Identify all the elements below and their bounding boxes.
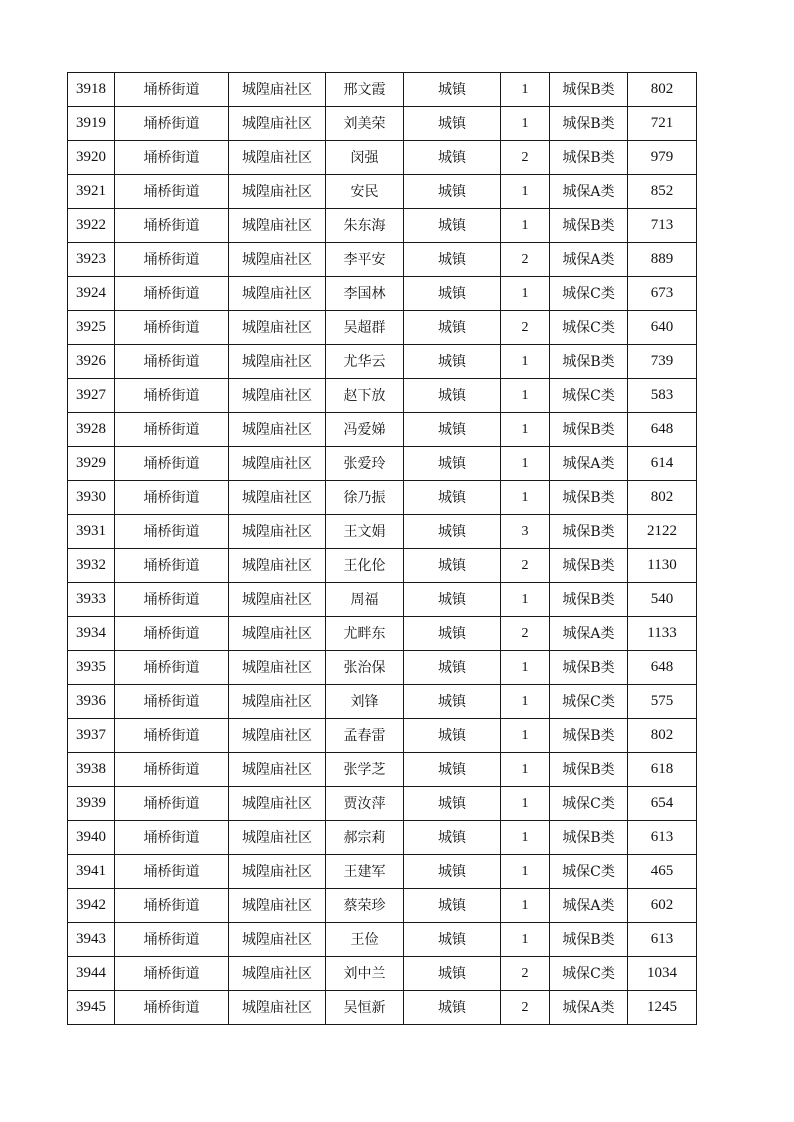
cell-community: 城隍庙社区 [229, 447, 326, 481]
cell-seq: 3936 [68, 685, 115, 719]
cell-area: 城镇 [404, 107, 501, 141]
cell-category: 城保B类 [550, 651, 628, 685]
cell-category: 城保B类 [550, 719, 628, 753]
cell-street: 埇桥街道 [115, 583, 229, 617]
cell-amount: 713 [628, 209, 697, 243]
cell-area: 城镇 [404, 447, 501, 481]
cell-seq: 3941 [68, 855, 115, 889]
cell-amount: 852 [628, 175, 697, 209]
cell-seq: 3938 [68, 753, 115, 787]
cell-area: 城镇 [404, 515, 501, 549]
cell-name: 李平安 [326, 243, 404, 277]
cell-community: 城隍庙社区 [229, 889, 326, 923]
table-row [68, 957, 697, 991]
cell-name: 王化伦 [326, 549, 404, 583]
cell-community: 城隍庙社区 [229, 413, 326, 447]
cell-household-count: 1 [501, 175, 550, 209]
table-row [68, 243, 697, 277]
cell-community: 城隍庙社区 [229, 753, 326, 787]
cell-community: 城隍庙社区 [229, 617, 326, 651]
cell-household-count: 1 [501, 107, 550, 141]
table-row [68, 413, 697, 447]
cell-amount: 614 [628, 447, 697, 481]
cell-name: 刘美荣 [326, 107, 404, 141]
cell-community: 城隍庙社区 [229, 719, 326, 753]
table-row [68, 787, 697, 821]
table-row [68, 209, 697, 243]
cell-category: 城保B类 [550, 821, 628, 855]
cell-area: 城镇 [404, 243, 501, 277]
cell-area: 城镇 [404, 617, 501, 651]
cell-amount: 540 [628, 583, 697, 617]
cell-category: 城保B类 [550, 413, 628, 447]
cell-name: 张治保 [326, 651, 404, 685]
cell-category: 城保C类 [550, 379, 628, 413]
cell-street: 埇桥街道 [115, 855, 229, 889]
cell-household-count: 1 [501, 651, 550, 685]
cell-amount: 1034 [628, 957, 697, 991]
cell-area: 城镇 [404, 685, 501, 719]
table-row [68, 617, 697, 651]
cell-amount: 802 [628, 719, 697, 753]
cell-category: 城保B类 [550, 753, 628, 787]
cell-street: 埇桥街道 [115, 991, 229, 1025]
cell-category: 城保A类 [550, 243, 628, 277]
cell-area: 城镇 [404, 141, 501, 175]
cell-area: 城镇 [404, 277, 501, 311]
cell-seq: 3933 [68, 583, 115, 617]
cell-household-count: 1 [501, 889, 550, 923]
cell-area: 城镇 [404, 73, 501, 107]
cell-area: 城镇 [404, 311, 501, 345]
cell-category: 城保B类 [550, 107, 628, 141]
cell-household-count: 1 [501, 923, 550, 957]
cell-area: 城镇 [404, 549, 501, 583]
cell-amount: 618 [628, 753, 697, 787]
cell-category: 城保B类 [550, 209, 628, 243]
cell-category: 城保C类 [550, 957, 628, 991]
cell-amount: 648 [628, 413, 697, 447]
table-row [68, 821, 697, 855]
cell-name: 王建军 [326, 855, 404, 889]
cell-seq: 3937 [68, 719, 115, 753]
cell-amount: 979 [628, 141, 697, 175]
cell-area: 城镇 [404, 821, 501, 855]
cell-household-count: 3 [501, 515, 550, 549]
cell-name: 尤畔东 [326, 617, 404, 651]
cell-category: 城保C类 [550, 311, 628, 345]
cell-household-count: 1 [501, 73, 550, 107]
cell-category: 城保A类 [550, 991, 628, 1025]
cell-amount: 721 [628, 107, 697, 141]
table-row [68, 685, 697, 719]
cell-category: 城保B类 [550, 481, 628, 515]
cell-amount: 802 [628, 481, 697, 515]
cell-name: 朱东海 [326, 209, 404, 243]
cell-name: 徐乃振 [326, 481, 404, 515]
cell-amount: 575 [628, 685, 697, 719]
table-row [68, 651, 697, 685]
table-row [68, 583, 697, 617]
cell-street: 埇桥街道 [115, 787, 229, 821]
cell-household-count: 1 [501, 753, 550, 787]
cell-seq: 3920 [68, 141, 115, 175]
cell-amount: 1130 [628, 549, 697, 583]
cell-community: 城隍庙社区 [229, 855, 326, 889]
cell-seq: 3934 [68, 617, 115, 651]
cell-street: 埇桥街道 [115, 209, 229, 243]
cell-area: 城镇 [404, 481, 501, 515]
table-row [68, 379, 697, 413]
cell-seq: 3919 [68, 107, 115, 141]
cell-household-count: 1 [501, 821, 550, 855]
cell-name: 刘中兰 [326, 957, 404, 991]
cell-household-count: 1 [501, 277, 550, 311]
cell-name: 冯爱娣 [326, 413, 404, 447]
cell-area: 城镇 [404, 923, 501, 957]
cell-street: 埇桥街道 [115, 311, 229, 345]
cell-area: 城镇 [404, 413, 501, 447]
cell-street: 埇桥街道 [115, 141, 229, 175]
cell-name: 王文娟 [326, 515, 404, 549]
cell-category: 城保C类 [550, 855, 628, 889]
cell-area: 城镇 [404, 209, 501, 243]
cell-community: 城隍庙社区 [229, 549, 326, 583]
cell-category: 城保B类 [550, 345, 628, 379]
cell-name: 王俭 [326, 923, 404, 957]
cell-street: 埇桥街道 [115, 685, 229, 719]
cell-street: 埇桥街道 [115, 821, 229, 855]
cell-name: 吴超群 [326, 311, 404, 345]
cell-area: 城镇 [404, 889, 501, 923]
cell-area: 城镇 [404, 345, 501, 379]
table-row [68, 889, 697, 923]
cell-household-count: 2 [501, 243, 550, 277]
cell-community: 城隍庙社区 [229, 379, 326, 413]
cell-category: 城保A类 [550, 175, 628, 209]
cell-street: 埇桥街道 [115, 277, 229, 311]
cell-household-count: 1 [501, 345, 550, 379]
cell-amount: 1245 [628, 991, 697, 1025]
cell-name: 张爱玲 [326, 447, 404, 481]
cell-community: 城隍庙社区 [229, 515, 326, 549]
cell-community: 城隍庙社区 [229, 991, 326, 1025]
cell-name: 周福 [326, 583, 404, 617]
cell-household-count: 1 [501, 209, 550, 243]
cell-community: 城隍庙社区 [229, 243, 326, 277]
cell-seq: 3940 [68, 821, 115, 855]
cell-area: 城镇 [404, 175, 501, 209]
cell-household-count: 1 [501, 447, 550, 481]
cell-name: 闵强 [326, 141, 404, 175]
cell-seq: 3925 [68, 311, 115, 345]
cell-name: 邢文霞 [326, 73, 404, 107]
cell-household-count: 1 [501, 685, 550, 719]
cell-name: 郝宗莉 [326, 821, 404, 855]
cell-amount: 648 [628, 651, 697, 685]
table-row [68, 515, 697, 549]
table-row [68, 107, 697, 141]
cell-community: 城隍庙社区 [229, 175, 326, 209]
cell-street: 埇桥街道 [115, 447, 229, 481]
cell-street: 埇桥街道 [115, 549, 229, 583]
cell-community: 城隍庙社区 [229, 821, 326, 855]
table-row [68, 753, 697, 787]
cell-seq: 3929 [68, 447, 115, 481]
table-row [68, 141, 697, 175]
cell-area: 城镇 [404, 991, 501, 1025]
cell-seq: 3935 [68, 651, 115, 685]
cell-street: 埇桥街道 [115, 753, 229, 787]
cell-name: 吴恒新 [326, 991, 404, 1025]
cell-amount: 739 [628, 345, 697, 379]
table-row [68, 481, 697, 515]
cell-amount: 1133 [628, 617, 697, 651]
cell-amount: 640 [628, 311, 697, 345]
cell-seq: 3939 [68, 787, 115, 821]
cell-area: 城镇 [404, 651, 501, 685]
cell-street: 埇桥街道 [115, 719, 229, 753]
cell-area: 城镇 [404, 855, 501, 889]
cell-seq: 3928 [68, 413, 115, 447]
cell-street: 埇桥街道 [115, 175, 229, 209]
cell-amount: 583 [628, 379, 697, 413]
table-row [68, 549, 697, 583]
cell-household-count: 1 [501, 413, 550, 447]
cell-category: 城保A类 [550, 889, 628, 923]
cell-household-count: 2 [501, 549, 550, 583]
cell-street: 埇桥街道 [115, 345, 229, 379]
cell-name: 蔡荣珍 [326, 889, 404, 923]
cell-seq: 3930 [68, 481, 115, 515]
cell-household-count: 1 [501, 719, 550, 753]
cell-name: 张学芝 [326, 753, 404, 787]
cell-name: 孟春雷 [326, 719, 404, 753]
cell-community: 城隍庙社区 [229, 685, 326, 719]
cell-category: 城保B类 [550, 923, 628, 957]
cell-amount: 613 [628, 923, 697, 957]
cell-area: 城镇 [404, 787, 501, 821]
cell-street: 埇桥街道 [115, 107, 229, 141]
cell-seq: 3923 [68, 243, 115, 277]
cell-street: 埇桥街道 [115, 413, 229, 447]
cell-amount: 802 [628, 73, 697, 107]
cell-seq: 3927 [68, 379, 115, 413]
cell-household-count: 2 [501, 957, 550, 991]
table-row [68, 447, 697, 481]
cell-household-count: 2 [501, 141, 550, 175]
cell-household-count: 2 [501, 991, 550, 1025]
cell-street: 埇桥街道 [115, 379, 229, 413]
cell-household-count: 2 [501, 311, 550, 345]
cell-community: 城隍庙社区 [229, 787, 326, 821]
cell-community: 城隍庙社区 [229, 583, 326, 617]
cell-seq: 3924 [68, 277, 115, 311]
cell-category: 城保B类 [550, 141, 628, 175]
cell-name: 刘锋 [326, 685, 404, 719]
cell-amount: 889 [628, 243, 697, 277]
cell-community: 城隍庙社区 [229, 311, 326, 345]
cell-street: 埇桥街道 [115, 923, 229, 957]
cell-seq: 3931 [68, 515, 115, 549]
cell-area: 城镇 [404, 753, 501, 787]
roster-table [67, 72, 697, 1025]
cell-name: 赵下放 [326, 379, 404, 413]
cell-street: 埇桥街道 [115, 73, 229, 107]
cell-category: 城保B类 [550, 515, 628, 549]
cell-household-count: 1 [501, 855, 550, 889]
cell-category: 城保C类 [550, 277, 628, 311]
cell-seq: 3944 [68, 957, 115, 991]
cell-area: 城镇 [404, 583, 501, 617]
table-row [68, 991, 697, 1025]
cell-name: 安民 [326, 175, 404, 209]
cell-seq: 3943 [68, 923, 115, 957]
cell-amount: 465 [628, 855, 697, 889]
table-row [68, 311, 697, 345]
table-row [68, 73, 697, 107]
cell-seq: 3921 [68, 175, 115, 209]
cell-household-count: 1 [501, 481, 550, 515]
cell-seq: 3918 [68, 73, 115, 107]
cell-street: 埇桥街道 [115, 651, 229, 685]
roster-body [68, 73, 697, 1025]
cell-street: 埇桥街道 [115, 617, 229, 651]
cell-community: 城隍庙社区 [229, 209, 326, 243]
cell-community: 城隍庙社区 [229, 651, 326, 685]
cell-street: 埇桥街道 [115, 957, 229, 991]
table-row [68, 345, 697, 379]
cell-household-count: 1 [501, 583, 550, 617]
cell-street: 埇桥街道 [115, 515, 229, 549]
cell-category: 城保A类 [550, 447, 628, 481]
cell-category: 城保B类 [550, 73, 628, 107]
cell-street: 埇桥街道 [115, 243, 229, 277]
table-row [68, 855, 697, 889]
table-row [68, 175, 697, 209]
cell-community: 城隍庙社区 [229, 957, 326, 991]
table-row [68, 923, 697, 957]
cell-seq: 3932 [68, 549, 115, 583]
cell-community: 城隍庙社区 [229, 345, 326, 379]
cell-amount: 673 [628, 277, 697, 311]
cell-area: 城镇 [404, 719, 501, 753]
cell-amount: 602 [628, 889, 697, 923]
cell-category: 城保B类 [550, 583, 628, 617]
cell-community: 城隍庙社区 [229, 73, 326, 107]
cell-category: 城保C类 [550, 787, 628, 821]
cell-household-count: 1 [501, 379, 550, 413]
cell-household-count: 2 [501, 617, 550, 651]
cell-seq: 3942 [68, 889, 115, 923]
cell-category: 城保B类 [550, 549, 628, 583]
table-row [68, 719, 697, 753]
cell-seq: 3945 [68, 991, 115, 1025]
cell-area: 城镇 [404, 379, 501, 413]
cell-name: 贾汝萍 [326, 787, 404, 821]
cell-category: 城保C类 [550, 685, 628, 719]
cell-community: 城隍庙社区 [229, 107, 326, 141]
cell-street: 埇桥街道 [115, 481, 229, 515]
cell-street: 埇桥街道 [115, 889, 229, 923]
cell-community: 城隍庙社区 [229, 141, 326, 175]
cell-amount: 2122 [628, 515, 697, 549]
cell-seq: 3922 [68, 209, 115, 243]
cell-name: 李国林 [326, 277, 404, 311]
cell-area: 城镇 [404, 957, 501, 991]
cell-category: 城保A类 [550, 617, 628, 651]
cell-name: 尤华云 [326, 345, 404, 379]
cell-community: 城隍庙社区 [229, 923, 326, 957]
cell-amount: 613 [628, 821, 697, 855]
cell-household-count: 1 [501, 787, 550, 821]
cell-seq: 3926 [68, 345, 115, 379]
cell-community: 城隍庙社区 [229, 277, 326, 311]
cell-amount: 654 [628, 787, 697, 821]
cell-community: 城隍庙社区 [229, 481, 326, 515]
table-row [68, 277, 697, 311]
